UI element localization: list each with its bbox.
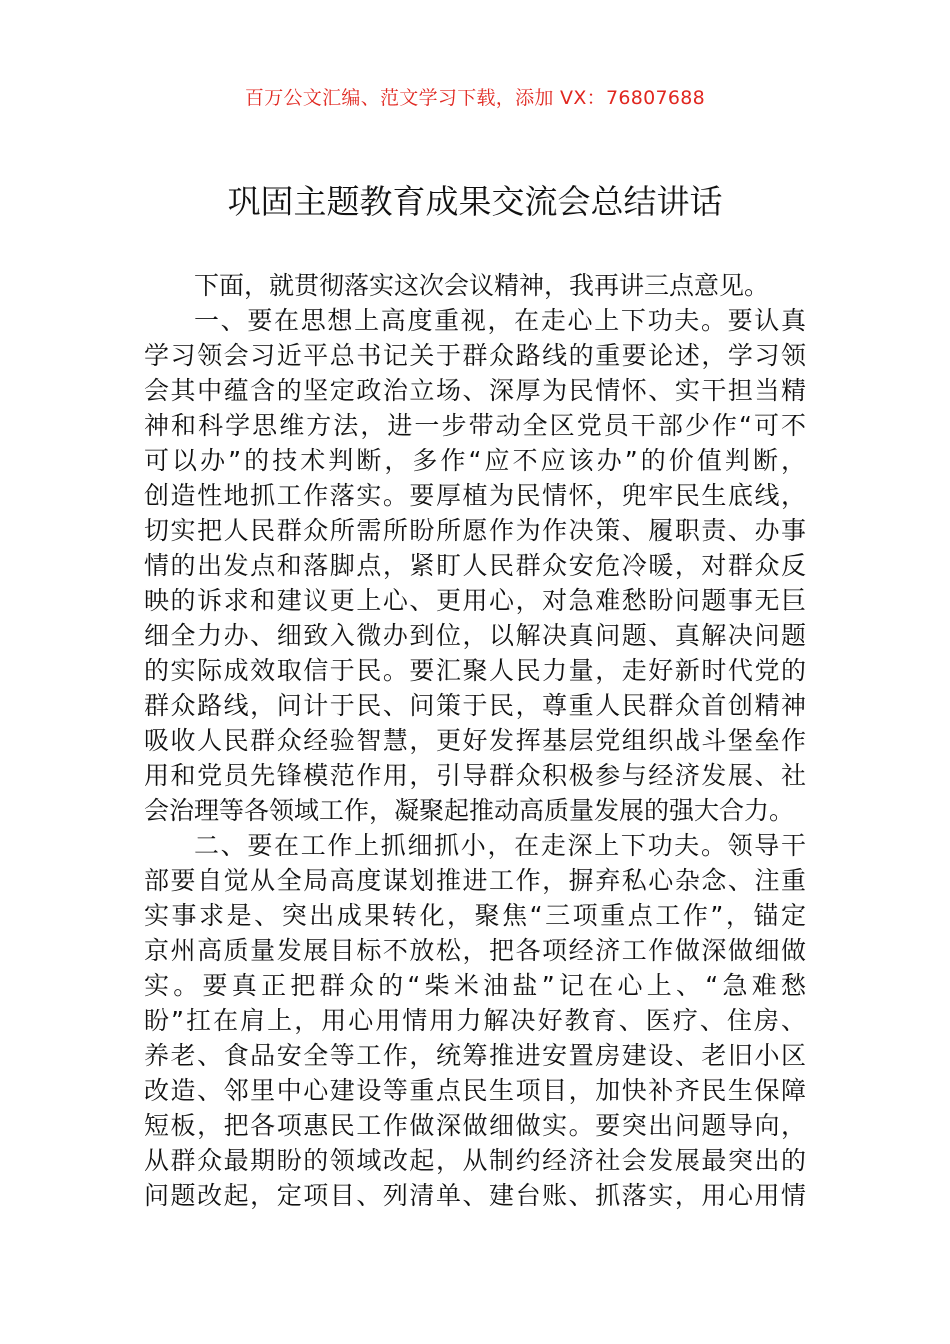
body-line: 创造性地抓工作落实。要厚植为民情怀，兜牢民生底线， <box>144 481 806 510</box>
body-line: 细全力办、细致入微办到位，以解决真问题、真解决问题 <box>144 621 806 650</box>
body-line: 短板，把各项惠民工作做深做细做实。要突出问题导向， <box>144 1111 806 1140</box>
body-line: 一、要在思想上高度重视，在走心上下功夫。要认真 <box>194 306 806 335</box>
body-line: 可以办”的技术判断，多作“应不应该办”的价值判断， <box>144 446 806 475</box>
body-line: 下面，就贯彻落实这次会议精神，我再讲三点意见。 <box>194 271 770 300</box>
header-note: 百万公文汇编、范文学习下载，添加 VX：76807688 <box>244 87 706 109</box>
body-line: 用和党员先锋模范作用，引导群众积极参与经济发展、社 <box>144 761 806 790</box>
body-line: 群众路线，问计于民、问策于民，尊重人民群众首创精神 <box>144 691 806 720</box>
body-line: 部要自觉从全局高度谋划推进工作，摒弃私心杂念、注重 <box>144 866 806 895</box>
body-line: 盼”扛在肩上，用心用情用力解决好教育、医疗、住房、 <box>144 1006 806 1035</box>
document-body <box>144 268 806 1213</box>
body-line: 映的诉求和建议更上心、更用心，对急难愁盼问题事无巨 <box>144 586 806 615</box>
body-line: 的实际成效取信于民。要汇聚人民力量，走好新时代党的 <box>144 656 806 685</box>
body-line: 实。要真正把群众的“柴米油盐”记在心上、“急难愁 <box>144 971 806 1000</box>
body-line: 学习领会习近平总书记关于群众路线的重要论述，学习领 <box>144 341 806 370</box>
body-line: 养老、食品安全等工作，统筹推进安置房建设、老旧小区 <box>144 1041 806 1070</box>
body-line: 神和科学思维方法，进一步带动全区党员干部少作“可不 <box>144 411 806 440</box>
body-line: 情的出发点和落脚点，紧盯人民群众安危冷暖，对群众反 <box>144 551 806 580</box>
body-line: 改造、邻里中心建设等重点民生项目，加快补齐民生保障 <box>144 1076 806 1105</box>
document-title: 巩固主题教育成果交流会总结讲话 <box>227 182 723 221</box>
body-line: 实事求是、突出成果转化，聚焦“三项重点工作”，锚定 <box>144 901 806 930</box>
body-line: 从群众最期盼的领域改起，从制约经济社会发展最突出的 <box>144 1146 806 1175</box>
body-line: 会治理等各领域工作，凝聚起推动高质量发展的强大合力。 <box>144 796 795 825</box>
body-line: 问题改起，定项目、列清单、建台账、抓落实，用心用情 <box>144 1181 806 1210</box>
body-line: 吸收人民群众经验智慧，更好发挥基层党组织战斗堡垒作 <box>144 726 806 755</box>
body-line: 切实把人民群众所需所盼所愿作为作决策、履职责、办事 <box>144 516 806 545</box>
body-line: 京州高质量发展目标不放松，把各项经济工作做深做细做 <box>144 936 806 965</box>
body-line: 会其中蕴含的坚定政治立场、深厚为民情怀、实干担当精 <box>144 376 806 405</box>
body-line: 二、要在工作上抓细抓小，在走深上下功夫。领导干 <box>194 831 806 860</box>
